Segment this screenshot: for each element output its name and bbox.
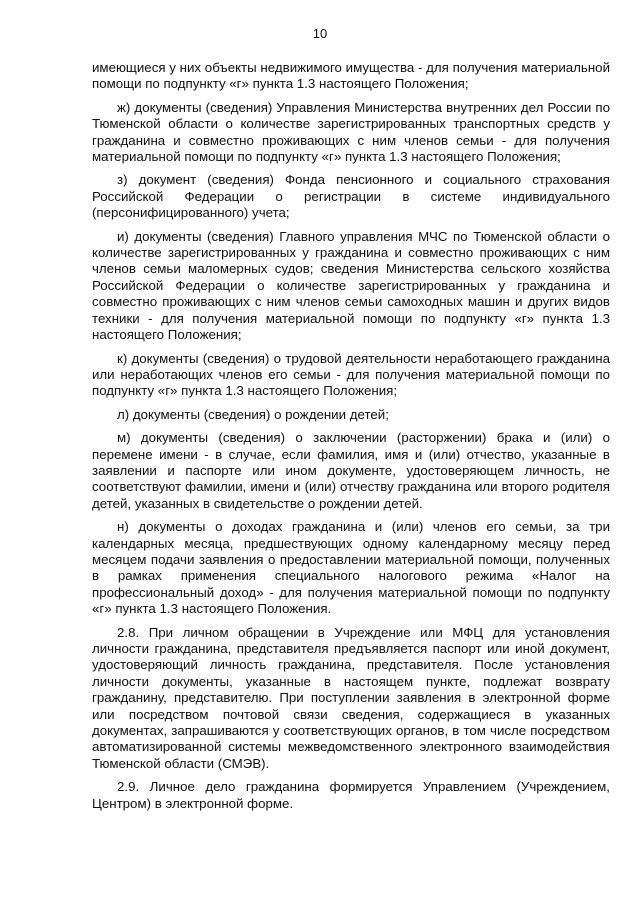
paragraph-2-8: 2.8. При личном обращении в Учреждение или МФЦ для установления личности гражданина, представителя предъявляется паспорт или иной документ, удостоверяющий личность гражданина, представителя. После установления личности документы, указанные в настоящем пункте, подлежат возврату гражданину, представителю. При поступлении заявления в электронной форме или посредством почтовой связи сведения, содержащиеся в указанных документах, запрашиваются у соответствующих органов, в том числе посредством автоматизированной системы межведомственного электронного взаимодействия Тюменской области (СМЭВ). [92,624,610,771]
paragraph-item-i: и) документы (сведения) Главного управления МЧС по Тюменской области о количестве зарегистрированных у гражданина и совместно проживающих с ним членов семьи маломерных судов; сведения Министерства сельского хозяйства Российской Федерации о количестве зарегистрированных у гражданина и совместно проживающих с ним членов семьи самоходных машин и других видов техники - для получения материальной помощи по подпункту «г» пункта 1.3 настоящего Положения; [92,228,610,343]
paragraph-item-l: л) документы (сведения) о рождении детей; [117,406,389,422]
paragraph-item-z: з) документ (сведения) Фонда пенсионного и социального страхования Российской Федерации о регистрации в системе индивидуального (персонифицированного) учета; [92,172,610,221]
paragraph-item-n: н) документы о доходах гражданина и (или) членов его семьи, за три календарных месяца, предшествующих одному календарному месяцу перед месяцем подачи заявления о предоставлении материальной помощи, полученных в рамках применения специального налогового режима «Налог на профессиональный доход» - для получения материальной помощи по подпункту «г» пункта 1.3 настоящего Положения. [92,519,610,617]
paragraph-item-k: к) документы (сведения) о трудовой деятельности неработающего гражданина или неработающих членов его семьи - для получения материальной помощи по подпункту «г» пункта 1.3 настоящего Положения; [92,350,610,399]
page-number: 10 [312,26,328,41]
paragraph-item-m: м) документы (сведения) о заключении (расторжении) брака и (или) о перемене имени - в случае, если фамилия, имя и (или) отчество, указанные в заявлении и паспорте или ином документе, удостоверяющем личность, не соответствуют фамилии, имени и (или) отчеству гражданина или второго родителя детей, указанных в свидетельстве о рождении детей. [92,430,610,511]
document-body [92,60,610,819]
paragraph-continuation: имеющиеся у них объекты недвижимого имущества - для получения материальной помощи по подпункту «г» пункта 1.3 настоящего Положения; [92,60,610,92]
paragraph-item-zh: ж) документы (сведения) Управления Министерства внутренних дел России по Тюменской области о количестве зарегистрированных транспортных средств у гражданина и совместно проживающих с ним членов семьи - для получения материальной помощи по подпункту «г» пункта 1.3 настоящего Положения; [92,99,610,165]
paragraph-2-9: 2.9. Личное дело гражданина формируется Управлением (Учреждением, Центром) в электронной форме. [92,779,610,811]
